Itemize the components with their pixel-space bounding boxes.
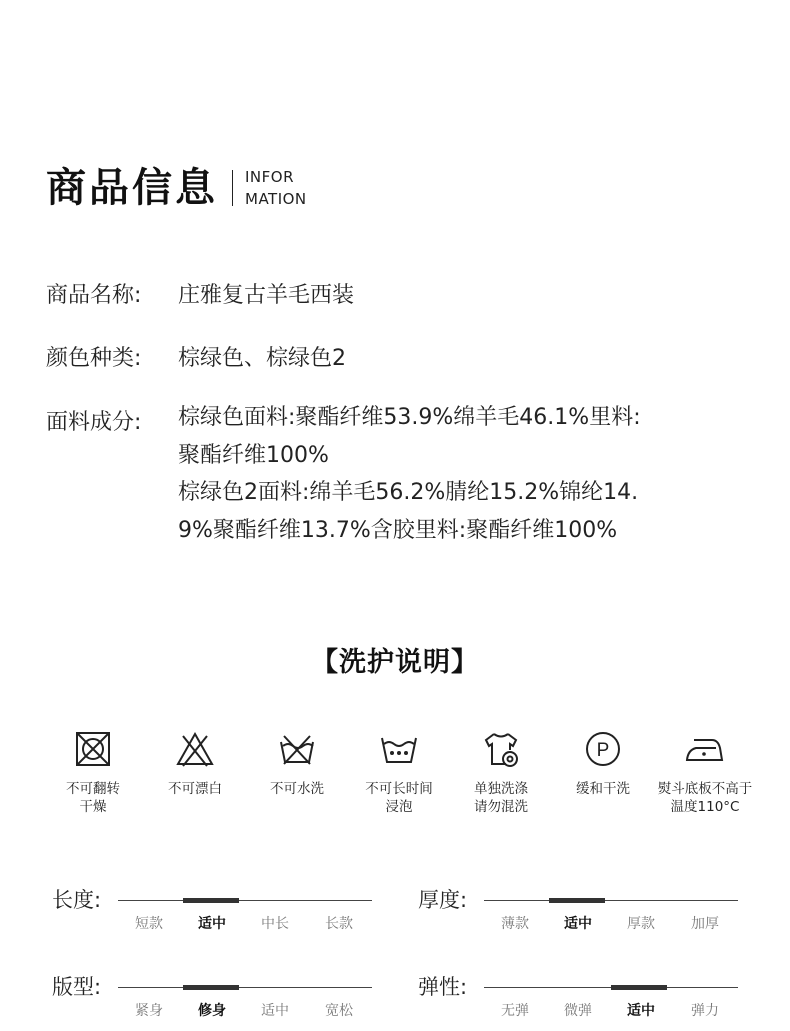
scale-marker <box>183 985 239 990</box>
care-label-line: 干燥 <box>79 799 107 815</box>
scale-option: 加厚 <box>691 916 719 932</box>
fabric-value <box>178 399 641 549</box>
elasticity-scale <box>418 971 738 1031</box>
care-item <box>246 728 348 816</box>
no-wash-icon <box>276 728 318 770</box>
care-label-line: 单独洗涤 <box>474 781 528 797</box>
color-label: 颜色种类: <box>46 346 142 371</box>
care-label-line: 温度110°C <box>670 799 740 815</box>
no-tumble-dry-icon <box>72 728 114 770</box>
color-row <box>46 341 346 372</box>
care-icons <box>42 728 772 816</box>
care-title: 【洗护说明】 <box>311 647 479 678</box>
scale-option: 弹力 <box>691 1003 719 1019</box>
care-label-line: 不可长时间 <box>365 781 433 797</box>
scale-option: 中长 <box>261 916 289 932</box>
scale-option: 宽松 <box>325 1003 353 1019</box>
care-item <box>348 728 450 816</box>
scale-marker <box>611 985 667 990</box>
scale-line <box>118 900 372 901</box>
care-label <box>658 780 753 816</box>
section-title: 商品信息 <box>46 165 218 211</box>
subtitle-line-1: INFOR <box>245 168 295 186</box>
scale-label: 厚度: <box>418 888 468 912</box>
scale-option: 厚款 <box>627 916 655 932</box>
scale-option: 适中 <box>261 1003 289 1019</box>
scale-line <box>118 987 372 988</box>
iron-icon <box>684 728 726 770</box>
scale-option: 适中 <box>564 916 592 932</box>
scale-label: 版型: <box>52 975 102 999</box>
scale-option: 微弹 <box>564 1003 592 1019</box>
fit-scale <box>52 971 372 1031</box>
section-header <box>46 160 307 216</box>
scale-option: 短款 <box>135 916 163 932</box>
scale-marker <box>549 898 605 903</box>
fabric-line: 棕绿色面料:聚酯纤维53.9%绵羊毛46.1%里料: <box>178 405 641 430</box>
care-label-line: 不可水洗 <box>270 781 324 797</box>
svg-text:P: P <box>596 740 610 761</box>
fabric-row <box>46 405 641 549</box>
scale-option: 适中 <box>627 1003 655 1019</box>
care-label <box>365 780 433 816</box>
product-name-value: 庄雅复古羊毛西装 <box>178 283 355 308</box>
scale-line <box>484 900 738 901</box>
scale-option: 修身 <box>198 1003 226 1019</box>
thickness-scale <box>418 884 738 944</box>
care-item <box>450 728 552 816</box>
care-label-line: 熨斗底板不高于 <box>657 781 753 797</box>
care-item <box>42 728 144 816</box>
care-label <box>270 780 324 798</box>
scale-label: 弹性: <box>418 975 468 999</box>
scale-option: 长款 <box>325 916 353 932</box>
scale-option: 无弹 <box>501 1003 529 1019</box>
scale-option: 适中 <box>198 916 226 932</box>
scale-option: 薄款 <box>501 916 529 932</box>
no-soak-icon <box>378 728 420 770</box>
care-label <box>66 780 120 816</box>
wash-separately-icon <box>480 728 522 770</box>
fabric-label: 面料成分: <box>46 410 142 435</box>
section-subtitle <box>245 166 307 210</box>
fabric-line: 9%聚酯纤维13.7%含胶里料:聚酯纤维100% <box>178 517 618 543</box>
care-label-line: 请勿混洗 <box>474 799 528 815</box>
product-name-row <box>46 278 354 309</box>
title-divider <box>232 170 233 206</box>
scale-marker <box>183 898 239 903</box>
care-item <box>144 728 246 816</box>
no-bleach-icon <box>174 728 216 770</box>
fabric-line: 聚酯纤维100% <box>178 442 329 468</box>
dry-clean-icon <box>582 728 624 770</box>
care-label-line: 不可漂白 <box>168 781 222 797</box>
care-item <box>552 728 654 816</box>
color-value: 棕绿色、棕绿色2 <box>178 346 346 371</box>
scale-option: 紧身 <box>135 1003 163 1019</box>
fabric-line: 棕绿色2面料:绵羊毛56.2%腈纶15.2%锦纶14. <box>178 480 639 505</box>
care-label <box>168 780 222 798</box>
care-label-line: 缓和干洗 <box>576 781 630 797</box>
product-name-label: 商品名称: <box>46 283 142 308</box>
length-scale <box>52 884 372 944</box>
care-label <box>576 780 630 798</box>
subtitle-line-2: MATION <box>245 190 307 208</box>
scale-label: 长度: <box>52 888 102 912</box>
care-label-line: 浸泡 <box>385 799 413 815</box>
care-item <box>654 728 756 816</box>
care-label-line: 不可翻转 <box>66 781 120 797</box>
care-label <box>474 780 528 816</box>
